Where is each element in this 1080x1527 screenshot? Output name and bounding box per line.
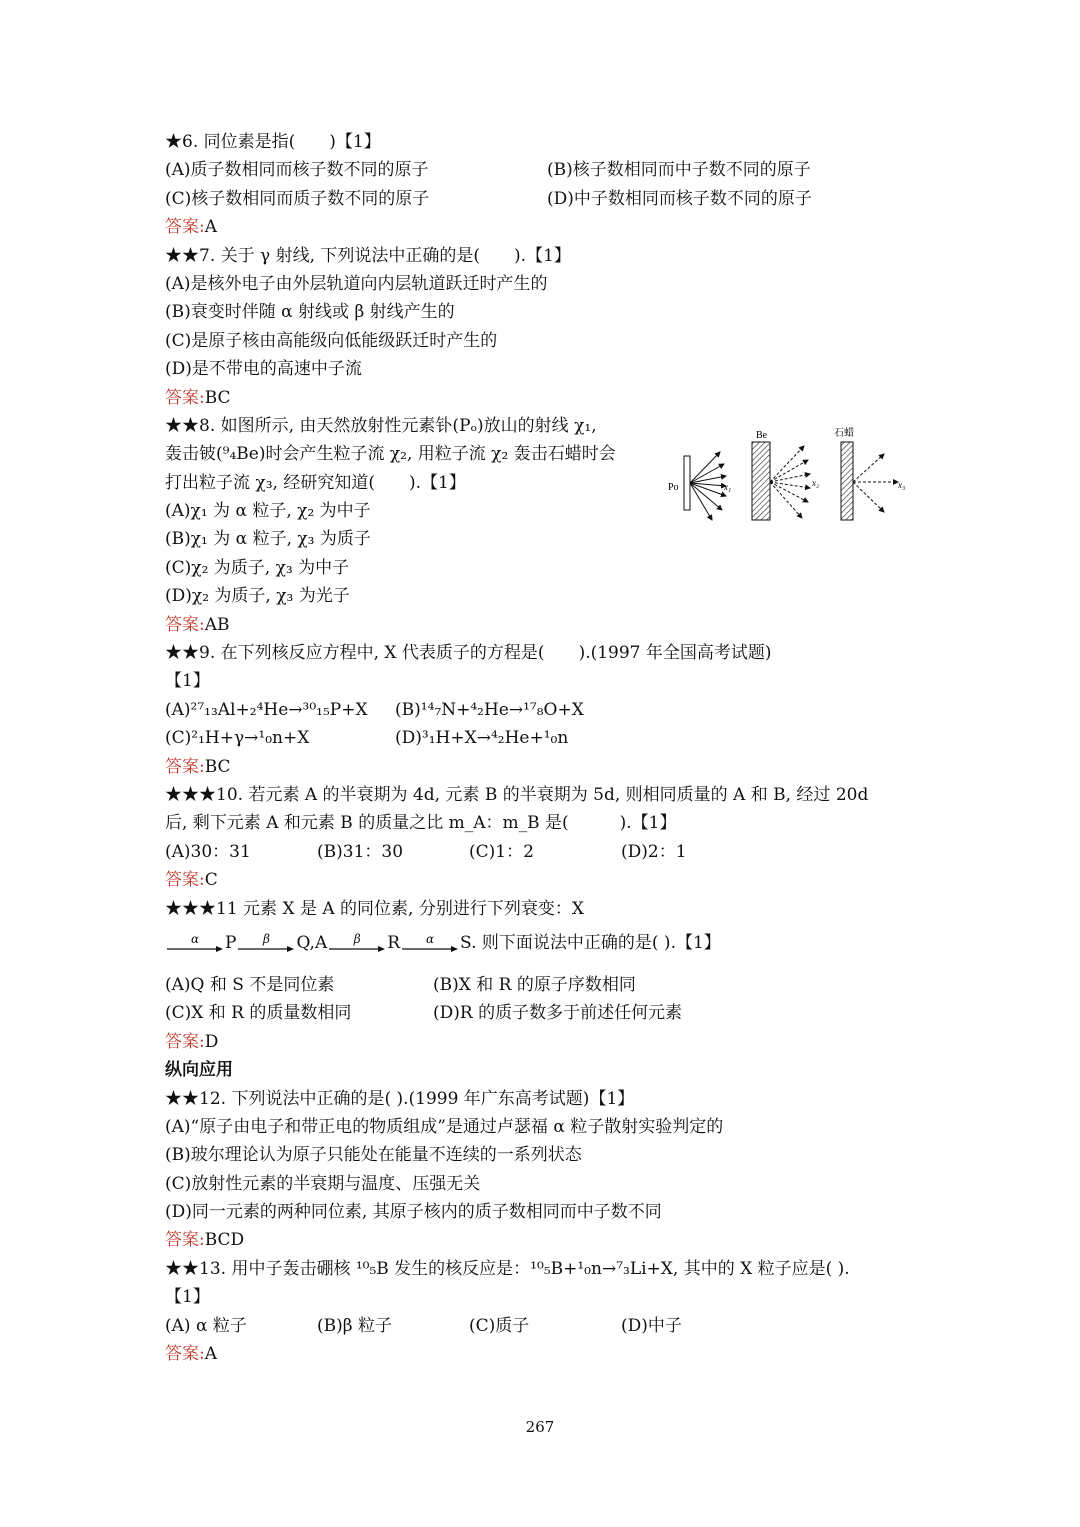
alpha-rays <box>690 452 726 520</box>
q11-answer <box>165 1028 925 1056</box>
q7-option-b: (B)衰变时伴随 α 射线或 β 射线产生的 <box>165 302 455 323</box>
q10-options-row <box>165 838 925 866</box>
x2-label: x₂ <box>812 478 820 488</box>
answer-label: 答案: <box>165 1344 205 1365</box>
chain-q: Q, <box>296 932 315 953</box>
q12-option-b: (B)玻尔理论认为原子只能处在能量不连续的一系列状态 <box>165 1145 582 1166</box>
right-arrow-icon <box>167 945 223 953</box>
answer-label: 答案: <box>165 756 205 777</box>
q12-option-a: (A)“原子由电子和带正电的物质组成”是通过卢瑟福 α 粒子散射实验判定的 <box>165 1116 724 1137</box>
q7-option-a: (A)是核外电子由外层轨道向内层轨道跃迁时产生的 <box>165 273 548 294</box>
q6-options-row2 <box>165 185 925 213</box>
answer-label: 答案: <box>165 387 205 408</box>
spacer <box>165 963 925 971</box>
q6-answer <box>165 213 925 241</box>
x3-label: x₃ <box>898 480 906 490</box>
q11-option-b: (B)X 和 R 的原子序数相同 <box>433 974 636 995</box>
q7-answer <box>165 384 925 412</box>
right-arrow-icon <box>402 945 458 953</box>
q9-option-c: (C)²₁H+γ→¹₀n+X <box>165 728 310 749</box>
q8-stem-line1: ★★8. 如图所示, 由天然放射性元素钋(Pₒ)放山的射线 χ₁, <box>165 415 597 436</box>
q10-option-d: (D)2：1 <box>621 841 687 862</box>
q8-option-b: (B)χ₁ 为 α 粒子, χ₃ 为质子 <box>165 529 371 550</box>
q11-option-a: (A)Q 和 S 不是同位素 <box>165 974 335 995</box>
q12-stem: ★★12. 下列说法中正确的是( ).(1999 年广东高考试题)【1】 <box>165 1088 635 1109</box>
q11-options-row1 <box>165 971 925 999</box>
answer-label: 答案: <box>165 1031 205 1052</box>
q8-option-d: (D)χ₂ 为质子, χ₃ 为光子 <box>165 586 350 607</box>
beta-arrow <box>329 933 385 953</box>
answer-value: AB <box>204 614 230 635</box>
po-source <box>684 456 690 510</box>
q6-option-d: (D)中子数相同而核子数不同的原子 <box>547 188 812 209</box>
x1-label: x₁ <box>724 482 732 492</box>
answer-label: 答案: <box>165 614 205 635</box>
q12-option-c: (C)放射性元素的半衰期与温度、压强无关 <box>165 1173 481 1194</box>
q13-answer <box>165 1340 925 1368</box>
document-body <box>165 128 925 1368</box>
neutron-rays <box>770 446 810 518</box>
answer-label: 答案: <box>165 870 205 891</box>
answer-value: A <box>204 217 218 238</box>
wax-label: 石蜡 <box>834 428 854 439</box>
q6-options-row1 <box>165 156 925 184</box>
q8-option-c: (C)χ₂ 为质子, χ₃ 为中子 <box>165 557 350 578</box>
answer-label: 答案: <box>165 1230 205 1251</box>
q9-options-row1 <box>165 696 925 724</box>
be-label: Be <box>756 430 768 441</box>
beta-label: β <box>353 931 361 946</box>
answer-value: A <box>204 1344 218 1365</box>
chain-s: S. 则下面说法中正确的是( ).【1】 <box>460 932 721 953</box>
page-number: 267 <box>525 1418 555 1436</box>
q10-stem-line1: ★★★10. 若元素 A 的半衰期为 4d, 元素 B 的半衰期为 5d, 则相同质量的 A 和 B, 经过 20d <box>165 784 869 805</box>
right-arrow-icon <box>238 945 294 953</box>
q10-option-b: (B)31：30 <box>317 841 404 862</box>
po-label: Po <box>668 482 679 493</box>
chain-p: P <box>225 932 237 953</box>
beta-label: β <box>262 931 270 946</box>
q6-option-b: (B)核子数相同而中子数不同的原子 <box>547 160 811 181</box>
answer-label: 答案: <box>165 217 205 238</box>
q13-options-row <box>165 1312 925 1340</box>
q10-stem-line2: 后, 剩下元素 A 和元素 B 的质量之比 m_A：m_B 是( ).【1】 <box>165 813 677 834</box>
q8-option-a: (A)χ₁ 为 α 粒子, χ₂ 为中子 <box>165 501 371 522</box>
q13-stem-tail: 【1】 <box>165 1287 210 1308</box>
alpha-label: α <box>425 931 435 946</box>
q6-stem: ★6. 同位素是指( )【1】 <box>165 132 381 152</box>
q8-answer <box>165 611 925 639</box>
q6-option-c: (C)核子数相同而质子数不同的原子 <box>165 188 430 209</box>
right-arrow-icon <box>329 945 385 953</box>
q7-stem: ★★7. 关于 γ 射线, 下列说法中正确的是( ).【1】 <box>165 245 571 266</box>
q8-stem-line3: 打出粒子流 χ₃, 经研究知道( ).【1】 <box>165 472 466 493</box>
chain-a: A <box>314 932 328 953</box>
q13-option-b: (B)β 粒子 <box>317 1315 392 1336</box>
q12-option-d: (D)同一元素的两种同位素, 其原子核内的质子数相同而中子数不同 <box>165 1202 662 1223</box>
q11-option-c: (C)X 和 R 的质量数相同 <box>165 1003 352 1024</box>
q13-option-a: (A) α 粒子 <box>165 1315 247 1336</box>
q9-answer <box>165 753 925 781</box>
q9-option-d: (D)³₁H+X→⁴₂He+¹₀n <box>395 728 569 749</box>
section-title: 纵向应用 <box>165 1060 233 1081</box>
q8-stem-line2: 轰击铍(⁹₄Be)时会产生粒子流 χ₂, 用粒子流 χ₂ 轰击石蜡时会 <box>165 444 616 465</box>
q9-options-row2 <box>165 724 925 752</box>
proton-rays <box>853 454 898 512</box>
q9-option-a: (A)²⁷₁₃Al+₂⁴He→³⁰₁₅P+X <box>165 699 368 720</box>
q9-stem: ★★9. 在下列核反应方程中, X 代表质子的方程是( ).(1997 年全国高考试题) <box>165 643 772 664</box>
q11-stem: ★★★11 元素 X 是 A 的同位素, 分别进行下列衰变：X <box>165 898 584 919</box>
alpha-arrow <box>167 933 223 953</box>
answer-value: BC <box>204 756 231 777</box>
q11-option-d: (D)R 的质子数多于前述任何元素 <box>433 1003 683 1024</box>
q10-option-c: (C)1：2 <box>469 841 534 862</box>
q10-answer <box>165 866 925 894</box>
q13-option-c: (C)质子 <box>469 1315 530 1336</box>
q7-option-c: (C)是原子核由高能级向低能级跃迁时产生的 <box>165 330 498 351</box>
q13-option-d: (D)中子 <box>621 1315 682 1336</box>
radiation-figure <box>664 424 914 524</box>
q13-stem: ★★13. 用中子轰击硼核 ¹⁰₅B 发生的核反应是：¹⁰₅B+¹₀n→⁷₃Li+X, 其中的 X 粒子应是( ). <box>165 1258 850 1279</box>
q6-option-a: (A)质子数相同而核子数不同的原子 <box>165 160 429 181</box>
be-plate <box>752 442 770 520</box>
q11-decay-chain <box>165 923 925 963</box>
q9-stem-tail: 【1】 <box>165 671 210 692</box>
beta-arrow <box>238 933 294 953</box>
q12-answer <box>165 1226 925 1254</box>
answer-value: BC <box>204 387 231 408</box>
q10-option-a: (A)30：31 <box>165 841 251 862</box>
chain-r: R <box>387 932 401 953</box>
answer-value: C <box>204 870 218 891</box>
wax-plate <box>841 442 853 520</box>
q7-option-d: (D)是不带电的高速中子流 <box>165 359 362 380</box>
answer-value: D <box>204 1031 219 1052</box>
answer-value: BCD <box>204 1230 245 1251</box>
alpha-label: α <box>190 931 200 946</box>
q11-options-row2 <box>165 999 925 1027</box>
alpha-arrow <box>402 933 458 953</box>
q9-option-b: (B)¹⁴₇N+⁴₂He→¹⁷₈O+X <box>395 699 584 720</box>
